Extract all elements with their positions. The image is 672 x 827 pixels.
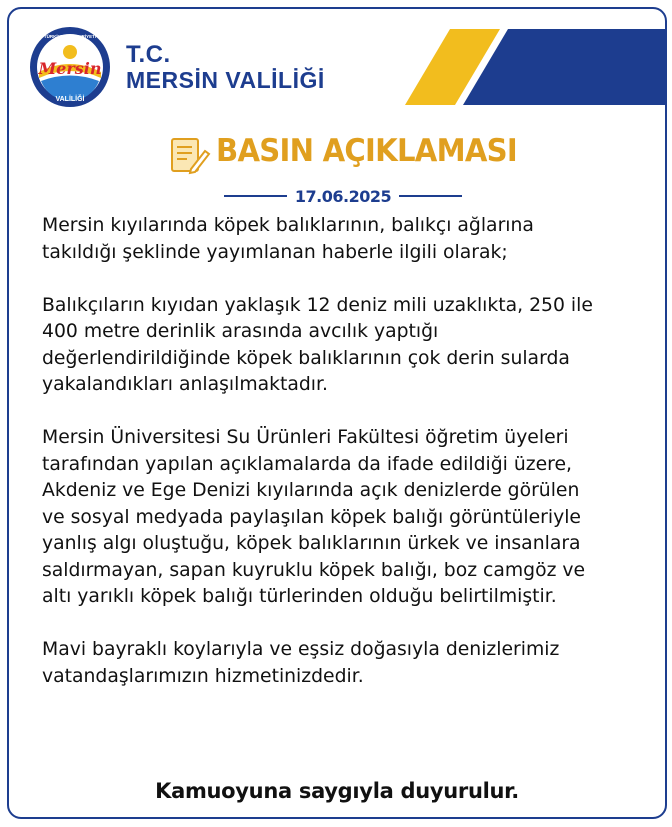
logo-ring-bottom-text: VALİLİĞİ (55, 96, 85, 103)
paragraph-blue-flag: Mavi bayraklı koylarıyla ve eşsiz doğasıyla denizlerimiz vatandaşlarımızın hizmetinizdedir. (42, 639, 560, 687)
paragraph-university: Mersin Üniversitesi Su Ürünleri Fakültesi öğretim üyeleri tarafından yapılan açıklamalarda da ifade edildiği üzere, Akdeniz ve Ege Denizi kıyılarında açık denizlerde görülen ve sosyal medyada paylaşılan köpek balığı görüntüleriyle yanlış algı oluştuğu, köpek balıklarının ürkek ve insanlara saldırmayan, sapan kuyruklu köpek balığı, boz camgöz ve altı yarıklı köpek balığı türlerinden olduğu belirtilmiştir. (42, 427, 586, 607)
mersin-valiligi-logo-icon (29, 26, 111, 108)
org-name: MERSİN VALİLİĞİ (126, 67, 325, 93)
date-divider-right (399, 195, 462, 197)
logo-ring-top-text: TÜRKİYE CUMHURİYETİ (43, 34, 97, 39)
org-prefix: T.C. (126, 41, 171, 68)
date-divider-left (224, 195, 287, 197)
release-date: 17.06.2025 (294, 186, 392, 206)
logo-wordmark: Mersin (38, 59, 102, 78)
header-stripe-decoration (400, 29, 665, 105)
date-row (224, 185, 462, 207)
press-release-document (7, 7, 667, 819)
paragraph-depth: Balıkçıların kıyıdan yaklaşık 12 deniz mili uzaklıkta, 250 ile 400 metre derinlik arasında avcılık yaptığı değerlendirildiğinde köpek balıklarının çok derin sularda yakalandıkları anlaşılmaktadır. (42, 294, 593, 395)
closing-statement: Kamuoyuna saygıyla duyurulur. (155, 779, 519, 803)
document-icon (167, 133, 211, 177)
page-title: BASIN AÇIKLAMASI (216, 133, 517, 169)
paragraph-intro: Mersin kıyılarında köpek balıklarının, balıkçı ağlarına takıldığı şeklinde yayımlanan haberle ilgili olarak; (42, 215, 534, 263)
press-release-body (42, 213, 662, 717)
